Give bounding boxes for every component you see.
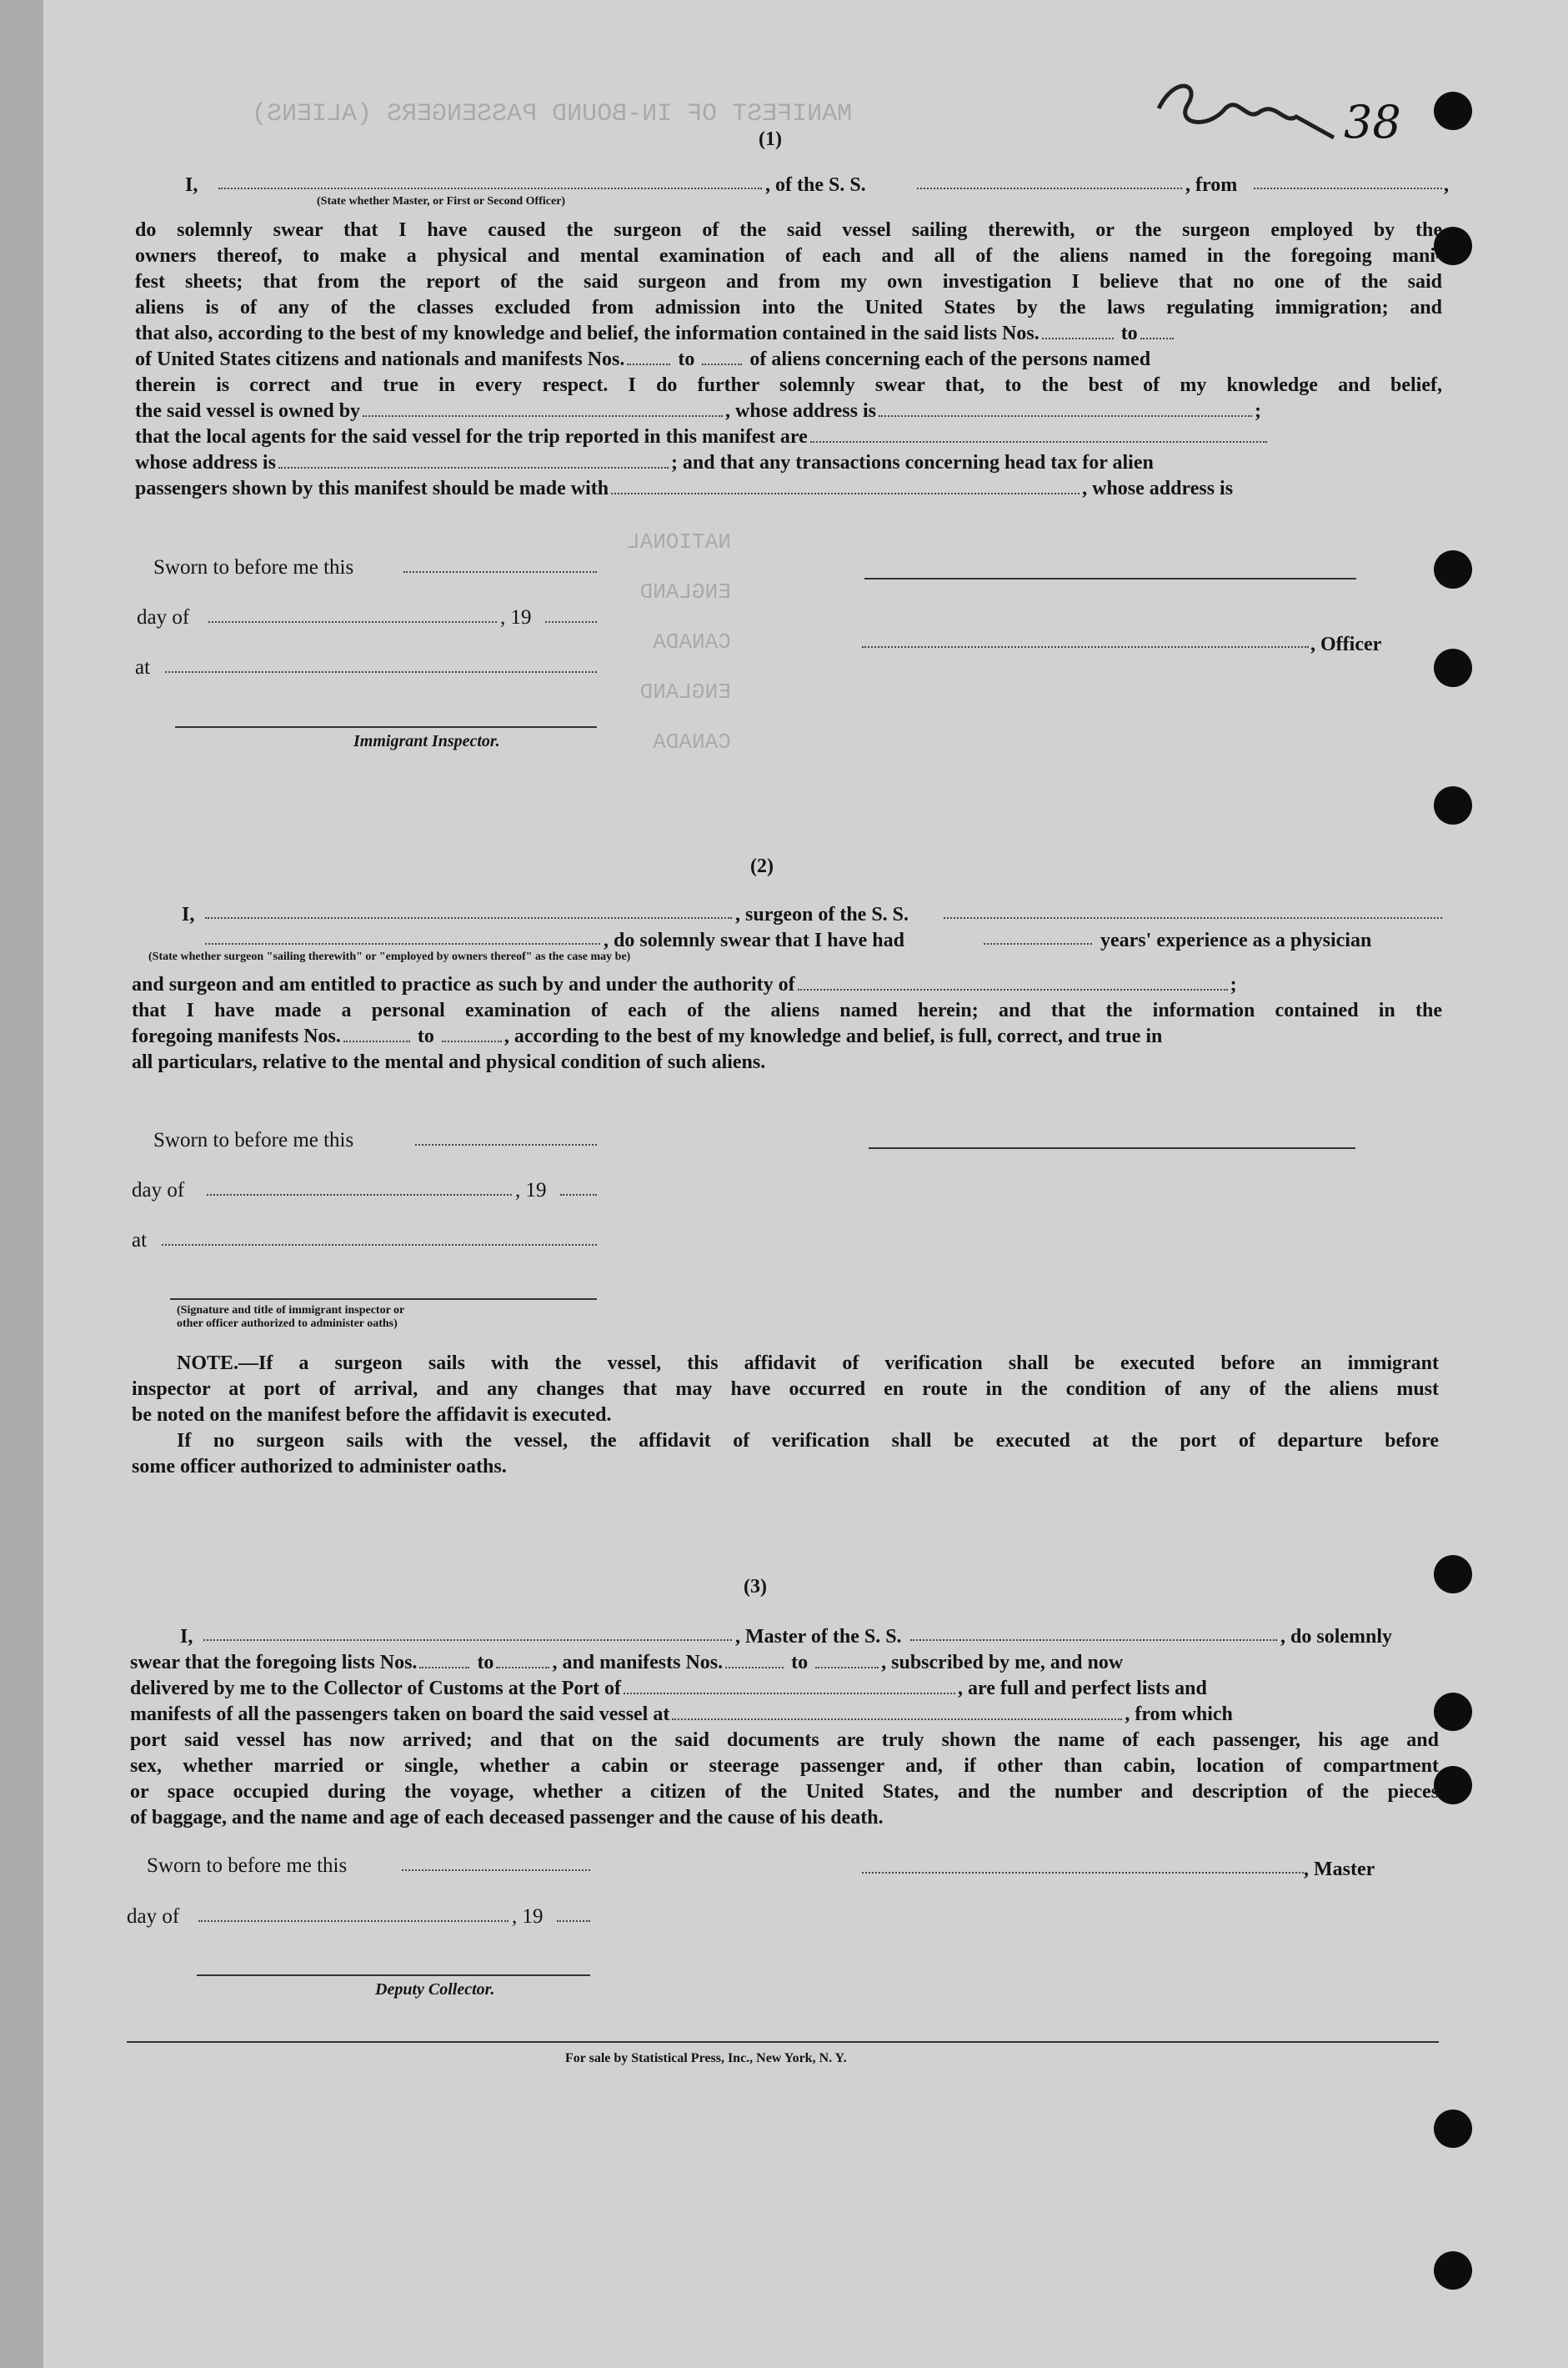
s1-agents-line [135,424,1442,450]
s3-month-field[interactable] [198,1920,508,1922]
s2-place-field[interactable] [162,1244,597,1246]
s3-boarded-tail: , from which [1125,1703,1233,1725]
boarding-port-field[interactable] [672,1703,1122,1720]
surgeon-note: (State whether surgeon "sailing therewith" or "employed by owners thereof" as the case may be) [148,951,631,963]
s3-body-line: or space occupied during the voyage, whether a citizen of the United States, and the number and description of the pieces [130,1781,1439,1803]
s3-port-tail: , are full and perfect lists and [957,1678,1207,1699]
s3-lists-to: to [477,1652,494,1673]
officer-label: , Officer [1310,634,1382,655]
master-label: , Master [1304,1859,1375,1880]
s2-sworn-label: Sworn to before me this [153,1129,354,1151]
section-1-number: (1) [759,128,782,150]
s1-citizens-tail: of aliens concerning each of the persons named [749,349,1151,370]
s1-at-label: at [135,656,151,679]
s2-i-label: I, [182,904,195,926]
ship-name-field[interactable] [917,188,1182,189]
local-agents-field[interactable] [810,426,1267,443]
s2-year-label: , 19 [515,1179,547,1202]
s3-subscribed-text: , subscribed by me, and now [881,1652,1124,1673]
surgeon-signature-line[interactable] [869,1147,1355,1149]
section-1-body [135,218,1442,502]
binder-hole [1434,92,1472,130]
note-line: If no surgeon sails with the vessel, the affidavit of verification shall be executed at the port of departure before [177,1430,1439,1452]
s2-surgeon-of-label: , surgeon of the S. S. [735,904,909,926]
s2-day-of-label: day of [132,1179,185,1202]
s1-owned-address: , whose address is [725,400,876,422]
vessel-owner-field[interactable] [363,400,723,417]
s1-passengers-text: passengers shown by this manifest should be made with [135,478,609,499]
s3-master-of-label: , Master of the S. S. [735,1626,902,1648]
bleed-through-columns: NATIONAL ENGLAND CANADA ENGLAND CANADA [627,529,731,755]
deputy-collector-caption: Deputy Collector. [375,1980,495,1999]
officer-signature-line-1[interactable] [864,578,1356,579]
lists-to-field[interactable] [1140,323,1174,339]
s3-year-label: , 19 [512,1905,544,1928]
s2-years-label: years' experience as a physician [1100,930,1372,951]
s3-manifests-to-field[interactable] [815,1652,879,1668]
s3-day-of-label: day of [127,1905,180,1928]
s1-sworn-day-field[interactable] [403,571,597,573]
s3-port-line [130,1676,1439,1702]
s2-body-line: that I have made a personal examination of each of the aliens named herein; and that the information contained in the [132,1000,1442,1021]
s3-i-label: I, [180,1626,193,1648]
s1-sworn-label: Sworn to before me this [153,556,354,579]
s2-authority-end: ; [1230,974,1237,996]
note-line: inspector at port of arrival, and any changes that may have occurred en route in the condition of any of the aliens must [132,1378,1439,1400]
collector-signature-line[interactable] [197,1974,590,1976]
s2-sworn-day-field[interactable] [415,1144,597,1146]
s2-manifests-to-field[interactable] [442,1026,502,1042]
lists-from-field[interactable] [1042,323,1114,339]
s1-owned-text: the said vessel is owned by [135,400,361,422]
agents-address-field[interactable] [278,452,669,469]
officer-name-field[interactable] [218,188,762,189]
s1-agents-text: that the local agents for the said vessel for the trip reported in this manifest are [135,426,808,448]
s1-owned-line [135,399,1442,424]
s3-body-line: port said vessel has now arrived; and that on the said documents are truly shown the name of each passenger, his age and [130,1729,1439,1751]
section-2-number: (2) [750,855,774,877]
s1-body-line: owners thereof, to make a physical and mental examination of each and all of the aliens named in the foregoing mani- [135,245,1442,267]
s1-passengers-tail: , whose address is [1082,478,1234,499]
binder-hole [1434,1693,1472,1731]
page-number: 38 [1344,96,1401,148]
s3-port-text: delivered by me to the Collector of Customs at the Port of [130,1678,621,1699]
note-line: NOTE.—If a surgeon sails with the vessel, this affidavit of verification shall be executed before an immigrant [177,1352,1439,1374]
officer-note: (State whether Master, or First or Second Officer) [317,195,566,208]
s2-manifests-line [132,1024,1442,1050]
footer-rule [127,2041,1439,2043]
s2-manifests-from-field[interactable] [343,1026,410,1042]
head-tax-party-field[interactable] [611,478,1080,494]
s2-year-field[interactable] [560,1194,597,1196]
binder-hole [1434,1766,1472,1804]
s1-owned-end: ; [1254,400,1261,422]
s1-body-line: do solemnly swear that I have caused the surgeon of the said vessel sailing therewith, or the surgeon employed by the [135,219,1442,241]
publisher-footer: For sale by Statistical Press, Inc., New York, N. Y. [565,2051,847,2065]
note-line: be noted on the manifest before the affidavit is executed. [132,1404,612,1426]
s1-passengers-line [135,476,1442,502]
note-line: some officer authorized to administer oaths. [132,1456,507,1477]
s2-authority-line [132,972,1442,998]
s1-i-label: I, [185,174,198,196]
citizens-manifest-to-field[interactable] [702,349,742,365]
years-experience-field[interactable] [984,943,1092,945]
master-signature-field[interactable] [862,1872,1304,1874]
s1-lists-to: to [1120,323,1138,344]
s2-swear-label: , do solemnly swear that I have had [604,930,904,951]
s1-year-label: , 19 [500,606,532,629]
s1-body-line: fest sheets; that from the report of the said surgeon and from my own investigation I believe that no one of the said [135,271,1442,293]
handwritten-annotation [1142,58,1359,150]
s1-line1-end: , [1444,174,1449,196]
s1-whose-line [135,450,1442,476]
s3-manifests-text: , and manifests Nos. [552,1652,724,1673]
s1-day-of-label: day of [137,606,190,629]
master-name-field[interactable] [203,1639,732,1641]
section-2-body [132,972,1442,1076]
note-block [132,1351,1439,1480]
license-authority-field[interactable] [798,974,1228,991]
s2-body-line: all particulars, relative to the mental and physical condition of such aliens. [132,1051,766,1073]
binder-hole [1434,2110,1472,2148]
s1-lists-text: that also, according to the best of my knowledge and belief, the information contained in the said lists Nos. [135,323,1039,344]
s1-whose-text: whose address is [135,452,276,474]
owner-address-field[interactable] [879,400,1252,417]
s1-month-field[interactable] [208,621,497,623]
s1-citizens-line [135,347,1442,373]
surgeon-name-field-2[interactable] [205,943,600,945]
s2-manifests-tail: , according to the best of my knowledge and belief, is full, correct, and true in [503,1026,1163,1047]
customs-port-field[interactable] [624,1678,955,1694]
s3-lists-to-field[interactable] [496,1652,549,1668]
s2-sig-caption-2: other officer authorized to administer oaths) [177,1317,398,1330]
s1-of-ss-label: , of the S. S. [765,174,866,196]
binder-hole [1434,2251,1472,2290]
from-port-field[interactable] [1254,188,1442,189]
s1-whose-tail: ; and that any transactions concerning head tax for alien [670,452,1154,474]
s3-lists-from-field[interactable] [419,1652,469,1668]
inspector-signature-line[interactable] [175,726,597,728]
s2-signature-line[interactable] [170,1298,597,1300]
s3-body-line: of baggage, and the name and age of each deceased passenger and the cause of his death. [130,1807,884,1829]
s1-lists-line [135,321,1442,347]
section-3-body [130,1650,1439,1831]
section-3-number: (3) [744,1576,767,1598]
s3-ship-name-field[interactable] [910,1639,1277,1641]
s3-sworn-day-field[interactable] [402,1869,590,1871]
officer-signature-field[interactable] [862,646,1309,648]
immigrant-inspector-caption: Immigrant Inspector. [353,732,500,750]
binder-hole [1434,550,1472,589]
s3-solemnly-label: , do solemnly [1280,1626,1393,1648]
s2-manifests-to: to [417,1026,434,1047]
s1-year-field[interactable] [545,621,597,623]
s3-lists-line [130,1650,1439,1676]
s3-boarded-line [130,1702,1439,1728]
s3-manifests-from-field[interactable] [725,1652,784,1668]
s1-place-field[interactable] [165,671,597,673]
s3-lists-text: swear that the foregoing lists Nos. [130,1652,418,1673]
s2-sig-caption-1: (Signature and title of immigrant inspector or [177,1304,405,1317]
s1-citizens-text: of United States citizens and nationals and manifests Nos. [135,349,625,370]
binder-hole [1434,649,1472,687]
binder-hole [1434,1555,1472,1593]
s3-boarded-text: manifests of all the passengers taken on board the said vessel at [130,1703,670,1725]
s3-year-field[interactable] [557,1920,590,1922]
s3-manifests-to: to [791,1652,809,1673]
s2-manifests-text: foregoing manifests Nos. [132,1026,341,1047]
form-page [43,0,1568,2368]
s1-body-line: aliens is of any of the classes excluded from admission into the United States by the laws regulating immigration; and [135,297,1442,319]
s3-sworn-label: Sworn to before me this [147,1854,348,1877]
s1-body-line: therein is correct and true in every respect. I do further solemnly swear that, to the best of my knowledge and belief, [135,374,1442,396]
s2-authority-text: and surgeon and am entitled to practice as such by and under the authority of [132,974,795,996]
s3-body-line: sex, whether married or single, whether a cabin or steerage passenger and, if other than cabin, location of compartment [130,1755,1439,1777]
citizens-manifest-from-field[interactable] [627,349,670,365]
binder-hole [1434,786,1472,825]
s1-citizens-to: to [678,349,695,370]
s2-at-label: at [132,1229,148,1252]
s1-from-label: , from [1185,174,1238,196]
bleed-through-header: MANIFEST OF IN-BOUND PASSENGERS (ALIENS) [252,100,853,128]
s2-ship-name-field[interactable] [944,917,1442,919]
surgeon-name-field[interactable] [205,917,732,919]
s2-month-field[interactable] [207,1194,512,1196]
